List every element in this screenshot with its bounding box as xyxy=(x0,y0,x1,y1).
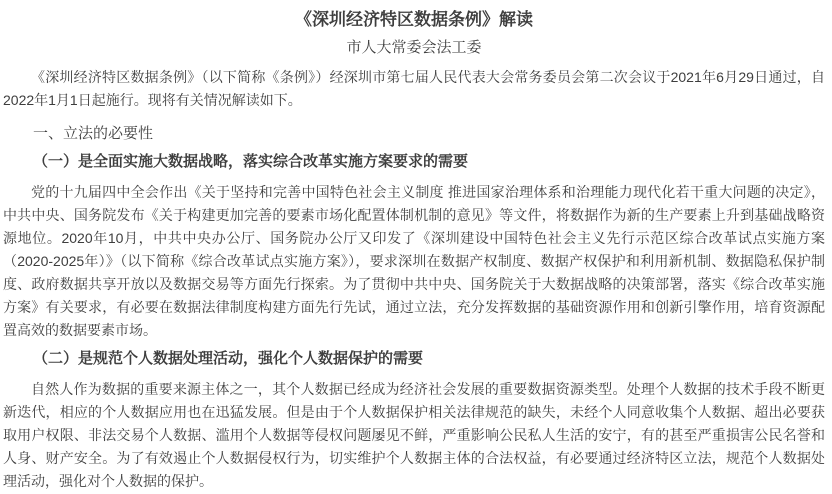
section-1-heading: 一、立法的必要性 xyxy=(33,125,154,142)
document-title: 《深圳经济特区数据条例》解读 xyxy=(295,10,533,29)
subsection-1-heading: （一）是全面实施大数据战略，落实综合改革实施方案要求的需要 xyxy=(33,153,469,170)
subsection-2-heading: （二）是规范个人数据处理活动，强化个人数据保护的需要 xyxy=(33,350,424,367)
document-author: 市人大常委会法工委 xyxy=(346,39,482,56)
subsection-2-paragraph: 自然人作为数据的重要来源主体之一，其个人数据已经成为经济社会发展的重要数据资源类型。处理个人数据的技术手段不断更新迭代，相应的个人数据应用也在迅猛发展。但是由于个人数据保护相关法律规范的缺失，未经个人同意收集个人数据、超出必要获取用户权限、非法交易个人数据、滥用个人数据等侵权问题屡见不鲜，严重影响公民私人生活的安宁，有的甚至严重损害公民名誉和人身、财产安全。为了有效遏止个人数据侵权行为，切实维护个人数据主体的合法权益，有必要通过经济特区立法，规范个人数据处理活动，强化对个人数据的保护。 xyxy=(3,381,825,489)
intro-paragraph: 《深圳经济特区数据条例》（以下简称《条例》）经深圳市第七届人民代表大会常务委员会第二次会议于2021年6月29日通过，自2022年1月1日起施行。现将有关情况解读如下。 xyxy=(3,69,825,108)
subsection-1-paragraph: 党的十九届四中全会作出《关于坚持和完善中国特色社会主义制度 推进国家治理体系和治理能力现代化若干重大问题的决定》，中共中央、国务院发布《关于构建更加完善的要素市场化配置体制机制的意见》等文件，将数据作为新的生产要素上升到基础战略资源地位。2020年10月，中共中央办公厅、国务院办公厅又印发了《深圳建设中国特色社会主义先行示范区综合改革试点实施方案（2020-2025年）》（以下简称《综合改革试点实施方案》），要求深圳在数据产权制度、数据产权保护和利用新机制、数据隐私保护制度、政府数据共享开放以及数据交易等方面先行探索。为了贯彻中共中央、国务院关于大数据战略的决策部署，落实《综合改革实施方案》有关要求，有必要在数据法律制度构建方面先行先试，通过立法，充分发挥数据的基础资源作用和创新引擎作用，培育资源配置高效的数据要素市场。 xyxy=(3,184,825,338)
